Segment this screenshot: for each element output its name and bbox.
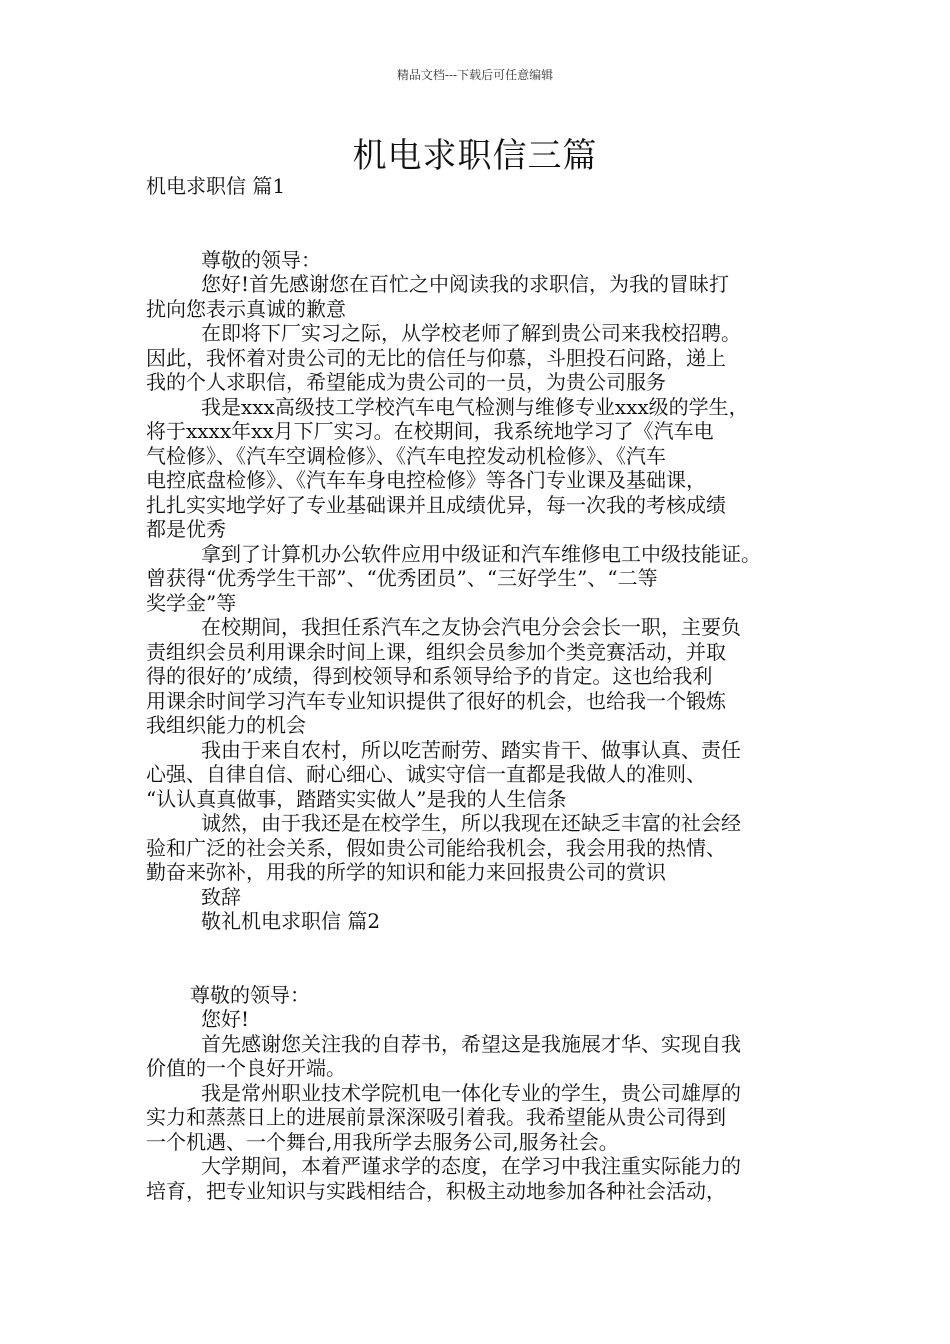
- text-line: 得的很好的’成绩，得到校领导和系领导给予的肯定。这也给我利: [146, 664, 713, 688]
- text-line: 敬礼机电求职信 篇2: [201, 909, 381, 933]
- text-line: 曾获得“优秀学生干部”、“优秀团员”、“三好学生”、“二等: [146, 566, 658, 590]
- text-line: 尊敬的领导：: [190, 982, 310, 1007]
- text-line: 我是常州职业技术学院机电一体化专业的学生，贵公司雄厚的: [201, 1080, 741, 1105]
- text-line: 诚然，由于我还是在校学生，所以我现在还缺乏丰富的社会经: [201, 811, 741, 835]
- text-line: 首先感谢您关注我的自荐书，希望这是我施展才华、实现自我: [201, 1031, 741, 1056]
- text-line: 因此，我怀着对贵公司的无比的信任与仰慕，斗胆投石问路，递上: [146, 345, 726, 370]
- text-line: 致辞: [201, 884, 241, 909]
- document-body: [146, 174, 816, 1203]
- text-line: 您好!首先感谢您在百忙之中阅读我的求职信，为我的冒昧打: [201, 272, 730, 296]
- text-line: 都是优秀: [146, 517, 226, 541]
- page-header: 精品文档---下载后可任意编辑: [396, 68, 554, 82]
- text-line: 用课余时间学习汽车专业知识提供了很好的机会，也给我一个锻炼: [146, 688, 726, 713]
- text-line: 我的个人求职信，希望能成为贵公司的一员，为贵公司服务: [146, 370, 666, 394]
- text-line: 奖学金”等: [146, 590, 237, 615]
- text-line: 大学期间，本着严谨求学的态度，在学习中我注重实际能力的: [201, 1154, 741, 1178]
- text-line: 勤奋来弥补，用我的所学的知识和能力来回报贵公司的赏识: [146, 860, 666, 884]
- blank-line: [146, 934, 816, 983]
- text-line: 心强、自律自信、耐心细心、诚实守信一直都是我做人的准则、: [146, 762, 706, 786]
- text-line: 价值的一个良好开端。: [146, 1056, 346, 1080]
- text-line: 电控底盘检修》、《汽车车身电控检修》等各门专业课及基础课，: [146, 468, 706, 492]
- text-line: 气检修》、《汽车空调检修》、《汽车电控发动机检修》、《汽车: [146, 443, 666, 468]
- text-line: 我组织能力的机会: [146, 713, 306, 737]
- text-line: 您好!: [201, 1007, 250, 1031]
- text-line: 责组织会员利用课余时间上课，组织会员参加个类竞赛活动，并取: [146, 639, 726, 664]
- text-line: 我由于来自农村，所以吃苦耐劳、踏实肯干、做事认真、责任: [201, 737, 741, 762]
- text-line: 机电求职信 篇1: [146, 174, 286, 198]
- document-title: 机电求职信三篇: [352, 136, 598, 176]
- text-line: 培育，把专业知识与实践相结合，积极主动地参加各种社会活动，: [146, 1178, 726, 1203]
- text-line: 一个机遇、一个舞台,用我所学去服务公司,服务社会。: [146, 1129, 619, 1154]
- blank-line: [146, 199, 816, 248]
- text-line: 实力和蒸蒸日上的进展前景深深吸引着我。我希望能从贵公司得到: [146, 1105, 726, 1129]
- text-line: 拿到了计算机办公软件应用中级证和汽车维修电工中级技能证。: [201, 541, 761, 566]
- text-line: 尊敬的领导：: [201, 247, 321, 272]
- text-line: 扎扎实实地学好了专业基础课并且成绩优异，每一次我的考核成绩: [146, 492, 726, 517]
- text-line: 验和广泛的社会关系，假如贵公司能给我机会，我会用我的热情、: [146, 835, 726, 860]
- text-line: “认认真真做事，踏踏实实做人”是我的人生信条: [146, 786, 567, 811]
- text-line: 我是xxx高级技工学校汽车电气检测与维修专业xxx级的学生，: [201, 394, 749, 419]
- text-line: 将于xxxx年xx月下厂实习。在校期间，我系统地学习了《汽车电: [146, 419, 714, 443]
- text-line: 在即将下厂实习之际，从学校老师了解到贵公司来我校招聘。: [201, 321, 741, 345]
- text-line: 扰向您表示真诚的歉意: [146, 296, 346, 321]
- text-line: 在校期间，我担任系汽车之友协会汽电分会会长一职，主要负: [201, 615, 741, 639]
